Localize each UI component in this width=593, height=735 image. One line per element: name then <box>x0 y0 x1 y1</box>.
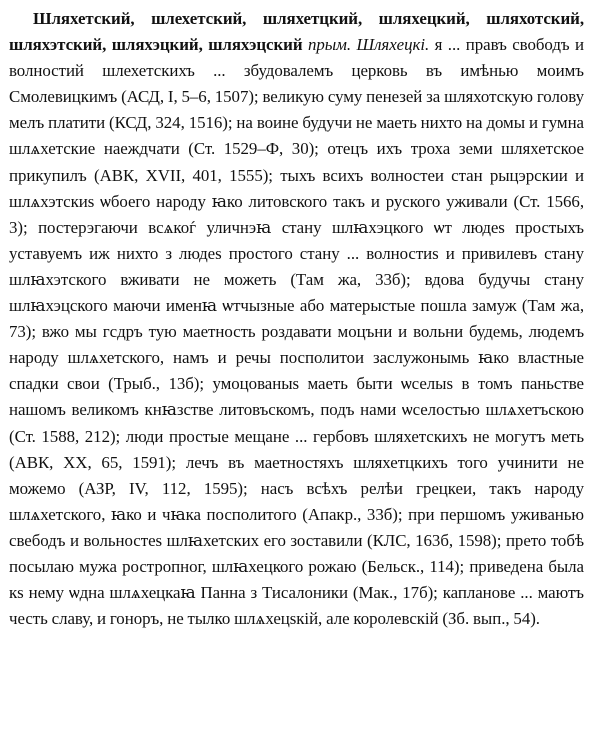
dictionary-entry <box>9 6 584 632</box>
entry-citations: я ... правъ свободъ и волностий шлехетскихъ ... збудовалемъ церковь въ имѣнью моимъ Смолевицкимъ (АСД, I, 5–6, 1507); великую суму пенезей за шляхотскую голову мелъ платити (КСД, 324, 1516); на воине будучи не маеть нихто на домы и гумна шлѧхетские наеждчати (Ст. 1529–Ф, 30); отецъ ихъ троха земи шляхетское прикупилъ (АВК, XVII, 401, 1555); тыхъ всихъ волностеи стан рыцэрскии и шлѧхэтскиѕ ѡбоего народу ꙗко литовского такъ и руского уживали (Ст. 1566, 3); постерэгаючи всѧкоѓ уличнэꙗ стану шлꙗхэцкого ѡт людеѕ простыхъ уставуемъ иж нихто з людеѕ простого стану ... волностиѕ и привилевъ стану шлꙗхэтского вживати не можеть (Там жа, 33б); вдова будучы стану шлꙗхэцского маючи именꙗ ѡтчызные або матерыстые пошла замуж (Там жа, 73); вжо мы гсдръ тую маетность роздавати моцъни и вольни будемь, людемъ народу шлѧхетского, намъ и речы посполитои заслужонымь ꙗко властные спадки свои (Трыб., 13б); умоцованыѕ маеть быти ѡселыѕ в томъ паньстве нашомъ великомъ кнꙗзстве литовъскомъ, подъ нами ѡселостью шлѧхетъскою (Ст. 1588, 212); люди простые мещане ... гербовъ шляхетскихъ не могутъ меть (АВК, XX, 65, 1591); лечъ въ маетностяхъ шляхетцкихъ того учинити не можемо (АЗР, IV, 112, 1595); насъ всѣхъ релѣи грецкеи, такъ народу шлѧхетского, ꙗко и чꙗка посполитого (Апакр., 33б); при першомъ уживанью свебодъ и вольностеѕ шлꙗхетских его зоставили (КЛС, 163б, 1598); прето тобѣ посылаю мужа ростропног, шлꙗхецкого рожаю (Бельск., 114); приведена была кѕ нему ѡдна шлѧхецкаꙗ Панна з Тисалоники (Мак., 17б); капланове ... маютъ честь славу, и гоноръ, не тылко шлѧхецѕкій, але королевскій (Зб. вып., 54). <box>9 35 584 629</box>
entry-gloss: прым. Шляхецкі. <box>307 35 430 55</box>
entry-headword: Шляхетский, шлехетский, шляхетцкий, шляхецкий, шляхотский, шляхэтский, шляхэцкий, шляхэцский <box>9 9 584 55</box>
